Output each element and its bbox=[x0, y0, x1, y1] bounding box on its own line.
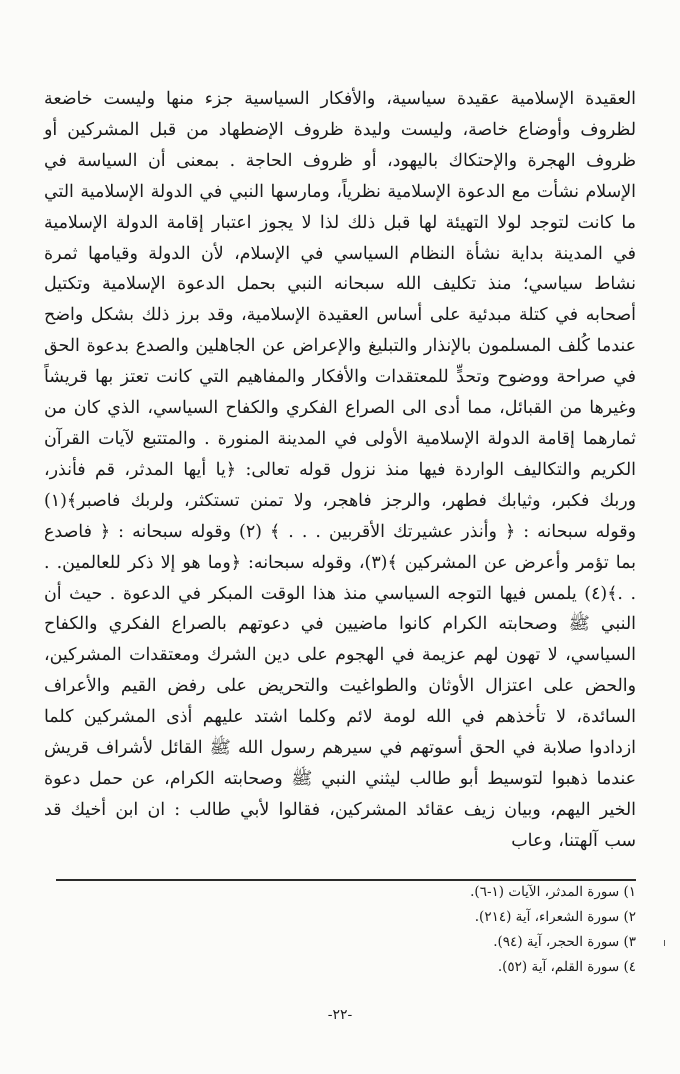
body-paragraph: العقيدة الإسلامية عقيدة سياسية، والأفكار السياسية جزء منها وليست خاضعة لظروف وأوضاع خاصة، وليست وليدة ظروف الإضطهاد من قبل المشركين أو ظروف الهجرة والإحتكاك باليهود، أو ظروف الحاجة . بمعنى أن السياسة في الإسلام نشأت مع الدعوة الإسلامية نظرياً، ومارسها النبي في الدولة الإسلامية التي ما كانت لتوجد لولا التهيئة لها قبل ذلك لذا لا يجوز اعتبار إقامة الدولة الإسلامية في المدينة بداية نشأة النظام السياسي في الإسلام، لأن الدولة وقيامها ثمرة نشاط سياسي؛ منذ تكليف الله سبحانه النبي بحمل الدعوة الإسلامية وتكتيل أصحابه في كتلة مبدئية على أساس العقيدة الإسلامية، وقد برز ذلك بشكل واضح عندما كُلف المسلمون بالإنذار والتبليغ والإعراض عن الجاهلين والصدع بدعوة الحق في صراحة ووضوح وتحدٍّ للمعتقدات والأفكار والمفاهيم التي كانت تعتز بها قريشاً وغيرها من القبائل، مما أدى الى الصراع الفكري والكفاح السياسي، الذي كان من ثمارهما إقامة الدولة الإسلامية الأولى في المدينة المنورة . والمتتبع لآيات القرآن الكريم والتكاليف الواردة فيها منذ نزول قوله تعالى: ﴿يا أيها المدثر، قم فأنذر، وربك فكبر، وثيابك فطهر، والرجز فاهجر، ولا تمنن تستكثر، ولربك فاصبر﴾(١) وقوله سبحانه : ﴿ وأنذر عشيرتك الأقربين . . . ﴾ (٢) وقوله سبحانه : ﴿ فاصدع بما تؤمر وأعرض عن المشركين ﴾(٣)، وقوله سبحانه: ﴿وما هو إلا ذكر للعالمين. . . .﴾(٤) يلمس فيها التوجه السياسي منذ هذا الوقت المبكر في الدعوة . حيث أن النبي ﷺ وصحابته الكرام كانوا ماضيين في دعوتهم بالصراع الفكري والكفاح السياسي، لا تهون لهم عزيمة في الهجوم على دين الشرك ومعتقدات المشركين، والحض على اعتزال الأوثان والطواغيت والتحريض على رفض القيم والأعراف السائدة، لا تأخذهم في الله لومة لائم وكلما اشتد عليهم أذى المشركين كلما ازدادوا صلابة في الحق أسوتهم في سيرهم رسول الله ﷺ القائل لأشراف قريش عندما ذهبوا لتوسيط أبو طالب ليثني النبي ﷺ وصحابته الكرام، عن حمل دعوة الخير اليهم، وبيان زيف عقائد المشركين، فقالوا لأبي طالب : ان ابن أخيك قد سب آلهتنا، وعاب bbox=[44, 89, 636, 851]
page-number: -٢٢- bbox=[327, 1007, 353, 1023]
footnote: ٤) سورة القلم، آية (٥٢). bbox=[497, 959, 636, 975]
footnote: ٢) سورة الشعراء، آية (٢١٤). bbox=[474, 909, 636, 925]
scan-mark bbox=[664, 940, 665, 946]
footnote: ١) سورة المدثر، الآيات (١-٦). bbox=[470, 884, 636, 900]
footnotes-list bbox=[76, 880, 636, 980]
footnote: ٣) سورة الحجر، آية (٩٤). bbox=[493, 934, 636, 950]
